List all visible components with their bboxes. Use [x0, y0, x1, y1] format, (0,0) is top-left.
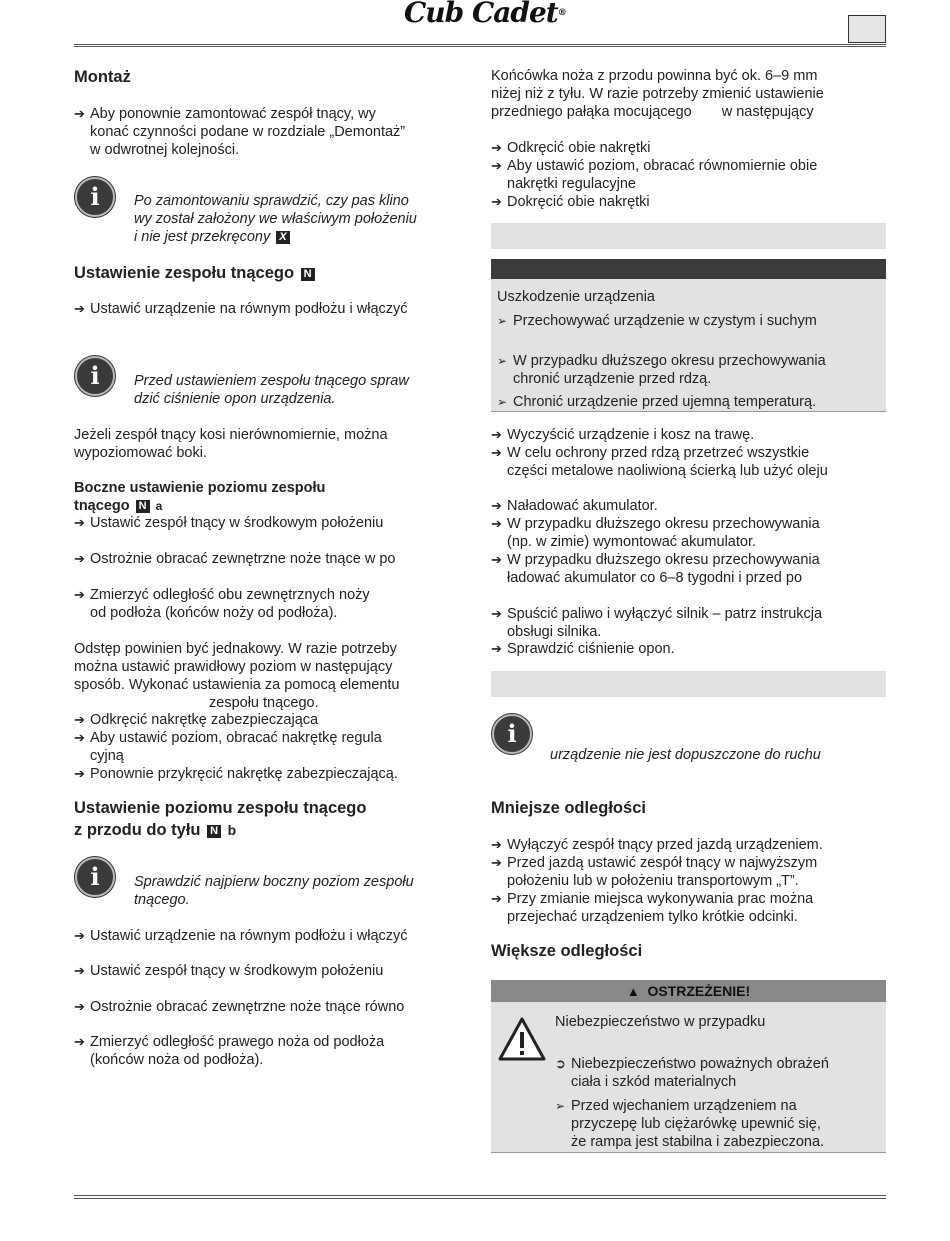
- arrow-right-icon: ➔: [491, 552, 502, 567]
- footer-divider: [74, 1195, 886, 1196]
- list-item: ➔ Przed jazdą ustawić zespół tnący w najwyższym położeniu lub w położeniu transportowym „T”.: [491, 855, 818, 889]
- list-item: ➢ Przechowywać urządzenie w czystym i suchym: [497, 313, 817, 329]
- arrow-right-icon: ➔: [74, 301, 85, 316]
- arrow-right-icon: ➔: [491, 140, 502, 155]
- heading-mniejsze: Mniejsze odległości: [491, 799, 646, 817]
- list-item: ➔ W przypadku dłuższego okresu przechowywania ładować akumulator co 6–8 tygodni i przed po: [491, 552, 820, 586]
- list-item: ➔ Spuścić paliwo i wyłączyć silnik – patrz instrukcja obsługi silnika.: [491, 606, 823, 640]
- arrow-right-icon: ➔: [74, 515, 85, 530]
- heading-ustawienie: Ustawienie zespołu tnącego N: [74, 262, 317, 284]
- note-text: Sprawdzić najpierw boczny poziom zespołu tnącego.: [134, 874, 414, 908]
- info-icon: i: [75, 356, 115, 396]
- arrow-right-icon: ➔: [74, 766, 85, 781]
- arrow-right-icon: ➔: [74, 963, 85, 978]
- arrow-right-icon: ➔: [491, 837, 502, 852]
- arrow-right-icon: ➔: [491, 427, 502, 442]
- warning-header: ▲ OSTRZEŻENIE!: [491, 980, 886, 1002]
- note-text: Przed ustawieniem zespołu tnącego spraw dzić ciśnienie opon urządzenia.: [134, 373, 409, 407]
- list-item: ➔ Ustawić zespół tnący w środkowym położeniu: [74, 515, 384, 531]
- warning-triangle-icon: [497, 1016, 547, 1062]
- brand-logo: Cub Cadet®: [404, 0, 566, 29]
- arrow-right-icon: ➔: [74, 712, 85, 727]
- list-item: ➔ Zmierzyć odległość obu zewnętrznych noży od podłoża (końców noży od podłoża).: [74, 587, 370, 621]
- arrow-right-icon: ➔: [491, 158, 502, 173]
- list-item: ➔ Zmierzyć odległość prawego noża od podłoża (końców noża od podłoża).: [74, 1034, 385, 1068]
- arrow-right-icon: ➔: [74, 551, 85, 566]
- figure-ref-badge: N: [301, 268, 315, 281]
- arrow-right-icon: ➔: [491, 606, 502, 621]
- list-item: ➢ Chronić urządzenie przed ujemną temperaturą.: [497, 394, 817, 410]
- warning-small-icon: ▲: [626, 984, 640, 999]
- list-item: ➔ Ustawić urządzenie na równym podłożu i włączyć: [74, 928, 408, 944]
- arrow-right-icon: ➔: [491, 445, 502, 460]
- note-text: urządzenie nie jest dopuszczone do ruchu: [550, 747, 821, 763]
- list-item: ➲ Niebezpieczeństwo poważnych obrażeń ciała i szkód materialnych: [555, 1056, 829, 1090]
- list-item: ➔ Przy zmianie miejsca wykonywania prac można przejechać urządzeniem tylko krótkie odcinki.: [491, 891, 814, 925]
- list-item: ➔ Ostrożnie obracać zewnętrzne noże tnące równo: [74, 999, 405, 1015]
- heading-wieksze: Większe odległości: [491, 942, 643, 960]
- arrow-right-icon: ➔: [74, 999, 85, 1014]
- arrow-right-icon: ➔: [74, 730, 85, 745]
- list-item: ➢ Przed wjechaniem urządzeniem na przyczepę lub ciężarówkę upewnić się, że rampa jest stabilna i zabezpieczona.: [555, 1098, 825, 1150]
- heading-front-back: Ustawienie poziomu zespołu tnącego z przodu do tyłu N b: [74, 799, 367, 839]
- list-item: ➔ Dokręcić obie nakrętki: [491, 194, 650, 210]
- list-item: ➢ W przypadku dłuższego okresu przechowywania chronić urządzenie przed rdzą.: [497, 353, 826, 387]
- list-item: ➔ W celu ochrony przed rdzą przetrzeć wszystkie części metalowe naoliwioną ścierką lub użyć oleju: [491, 445, 828, 479]
- arrow-right-icon: ➔: [491, 498, 502, 513]
- list-item: ➔ Sprawdzić ciśnienie opon.: [491, 641, 675, 657]
- list-item: ➔ Aby ponownie zamontować zespół tnący, wy konać czynności podane w rozdziale „Demontaż” w odwrotnej kolejności.: [74, 106, 406, 158]
- list-item: ➔ Odkręcić obie nakrętki: [491, 140, 651, 156]
- list-item: ➔ Ponownie przykręcić nakrętkę zabezpieczającą.: [74, 766, 398, 782]
- warning-text: Niebezpieczeństwo w przypadku: [555, 1014, 766, 1030]
- section-bar: [491, 671, 886, 697]
- info-icon: i: [75, 857, 115, 897]
- arrow-right-icon: ➔: [74, 587, 85, 602]
- note-text: Po zamontowaniu sprawdzić, czy pas klino wy został założony we właściwym położeniu i nie jest przekręcony X: [134, 193, 417, 245]
- paragraph: Końcówka noża z przodu powinna być ok. 6–9 mm niżej niż z tyłu. W razie potrzeby zmienić ustawienie przedniego pałąka mocującego w następujący: [491, 68, 824, 120]
- arrow-right-icon: ➔: [491, 516, 502, 531]
- arrow-right-icon: ➔: [74, 928, 85, 943]
- hook-arrow-icon: ➲: [555, 1056, 566, 1071]
- list-item: ➔ Ostrożnie obracać zewnętrzne noże tnące w po: [74, 551, 396, 567]
- list-item: ➔ Naładować akumulator.: [491, 498, 658, 514]
- chevron-right-icon: ➢: [555, 1099, 566, 1113]
- arrow-right-icon: ➔: [491, 641, 502, 656]
- arrow-right-icon: ➔: [74, 106, 85, 121]
- info-icon: i: [492, 714, 532, 754]
- header-divider: [74, 44, 886, 45]
- figure-ref-badge: N: [136, 500, 150, 513]
- list-item: ➔ Wyczyścić urządzenie i kosz na trawę.: [491, 427, 755, 443]
- list-item: ➔ Odkręcić nakrętkę zabezpieczająca: [74, 712, 319, 728]
- list-item: ➔ Aby ustawić poziom, obracać równomiernie obie nakrętki regulacyjne: [491, 158, 818, 192]
- info-icon: i: [75, 177, 115, 217]
- list-item: ➔ Ustawić urządzenie na równym podłożu i włączyć: [74, 301, 408, 317]
- heading-montaz: Montaż: [74, 68, 131, 86]
- section-bar: [491, 223, 886, 249]
- paragraph: Jeżeli zespół tnący kosi nierównomiernie, można wypoziomować boki.: [74, 427, 388, 461]
- list-item: ➔ Ustawić zespół tnący w środkowym położeniu: [74, 963, 384, 979]
- list-item: ➔ W przypadku dłuższego okresu przechowywania (np. w zimie) wymontować akumulator.: [491, 516, 820, 550]
- list-item: ➔ Wyłączyć zespół tnący przed jazdą urządzeniem.: [491, 837, 823, 853]
- list-item: ➔ Aby ustawić poziom, obracać nakrętkę regula cyjną: [74, 730, 382, 764]
- figure-ref-badge: N: [207, 825, 221, 838]
- caution-box: [491, 259, 886, 412]
- arrow-right-icon: ➔: [491, 855, 502, 870]
- paragraph: Odstęp powinien być jednakowy. W razie potrzeby można ustawić prawidłowy poziom w następujący sposób. Wykonać ustawienia za pomocą elementu zespołu tnącego.: [74, 641, 400, 711]
- subheading-boczne: Boczne ustawienie poziomu zespołu tnącego N a: [74, 480, 326, 514]
- arrow-right-icon: ➔: [491, 891, 502, 906]
- figure-ref-badge: X: [276, 231, 289, 244]
- arrow-right-icon: ➔: [74, 1034, 85, 1049]
- page-number-box: [848, 15, 886, 43]
- chevron-right-icon: ➢: [497, 354, 508, 368]
- arrow-right-icon: ➔: [491, 194, 502, 209]
- chevron-right-icon: ➢: [497, 314, 508, 328]
- chevron-right-icon: ➢: [497, 395, 508, 409]
- caution-header-bar: [491, 259, 886, 279]
- caution-text: Uszkodzenie urządzenia: [497, 289, 655, 305]
